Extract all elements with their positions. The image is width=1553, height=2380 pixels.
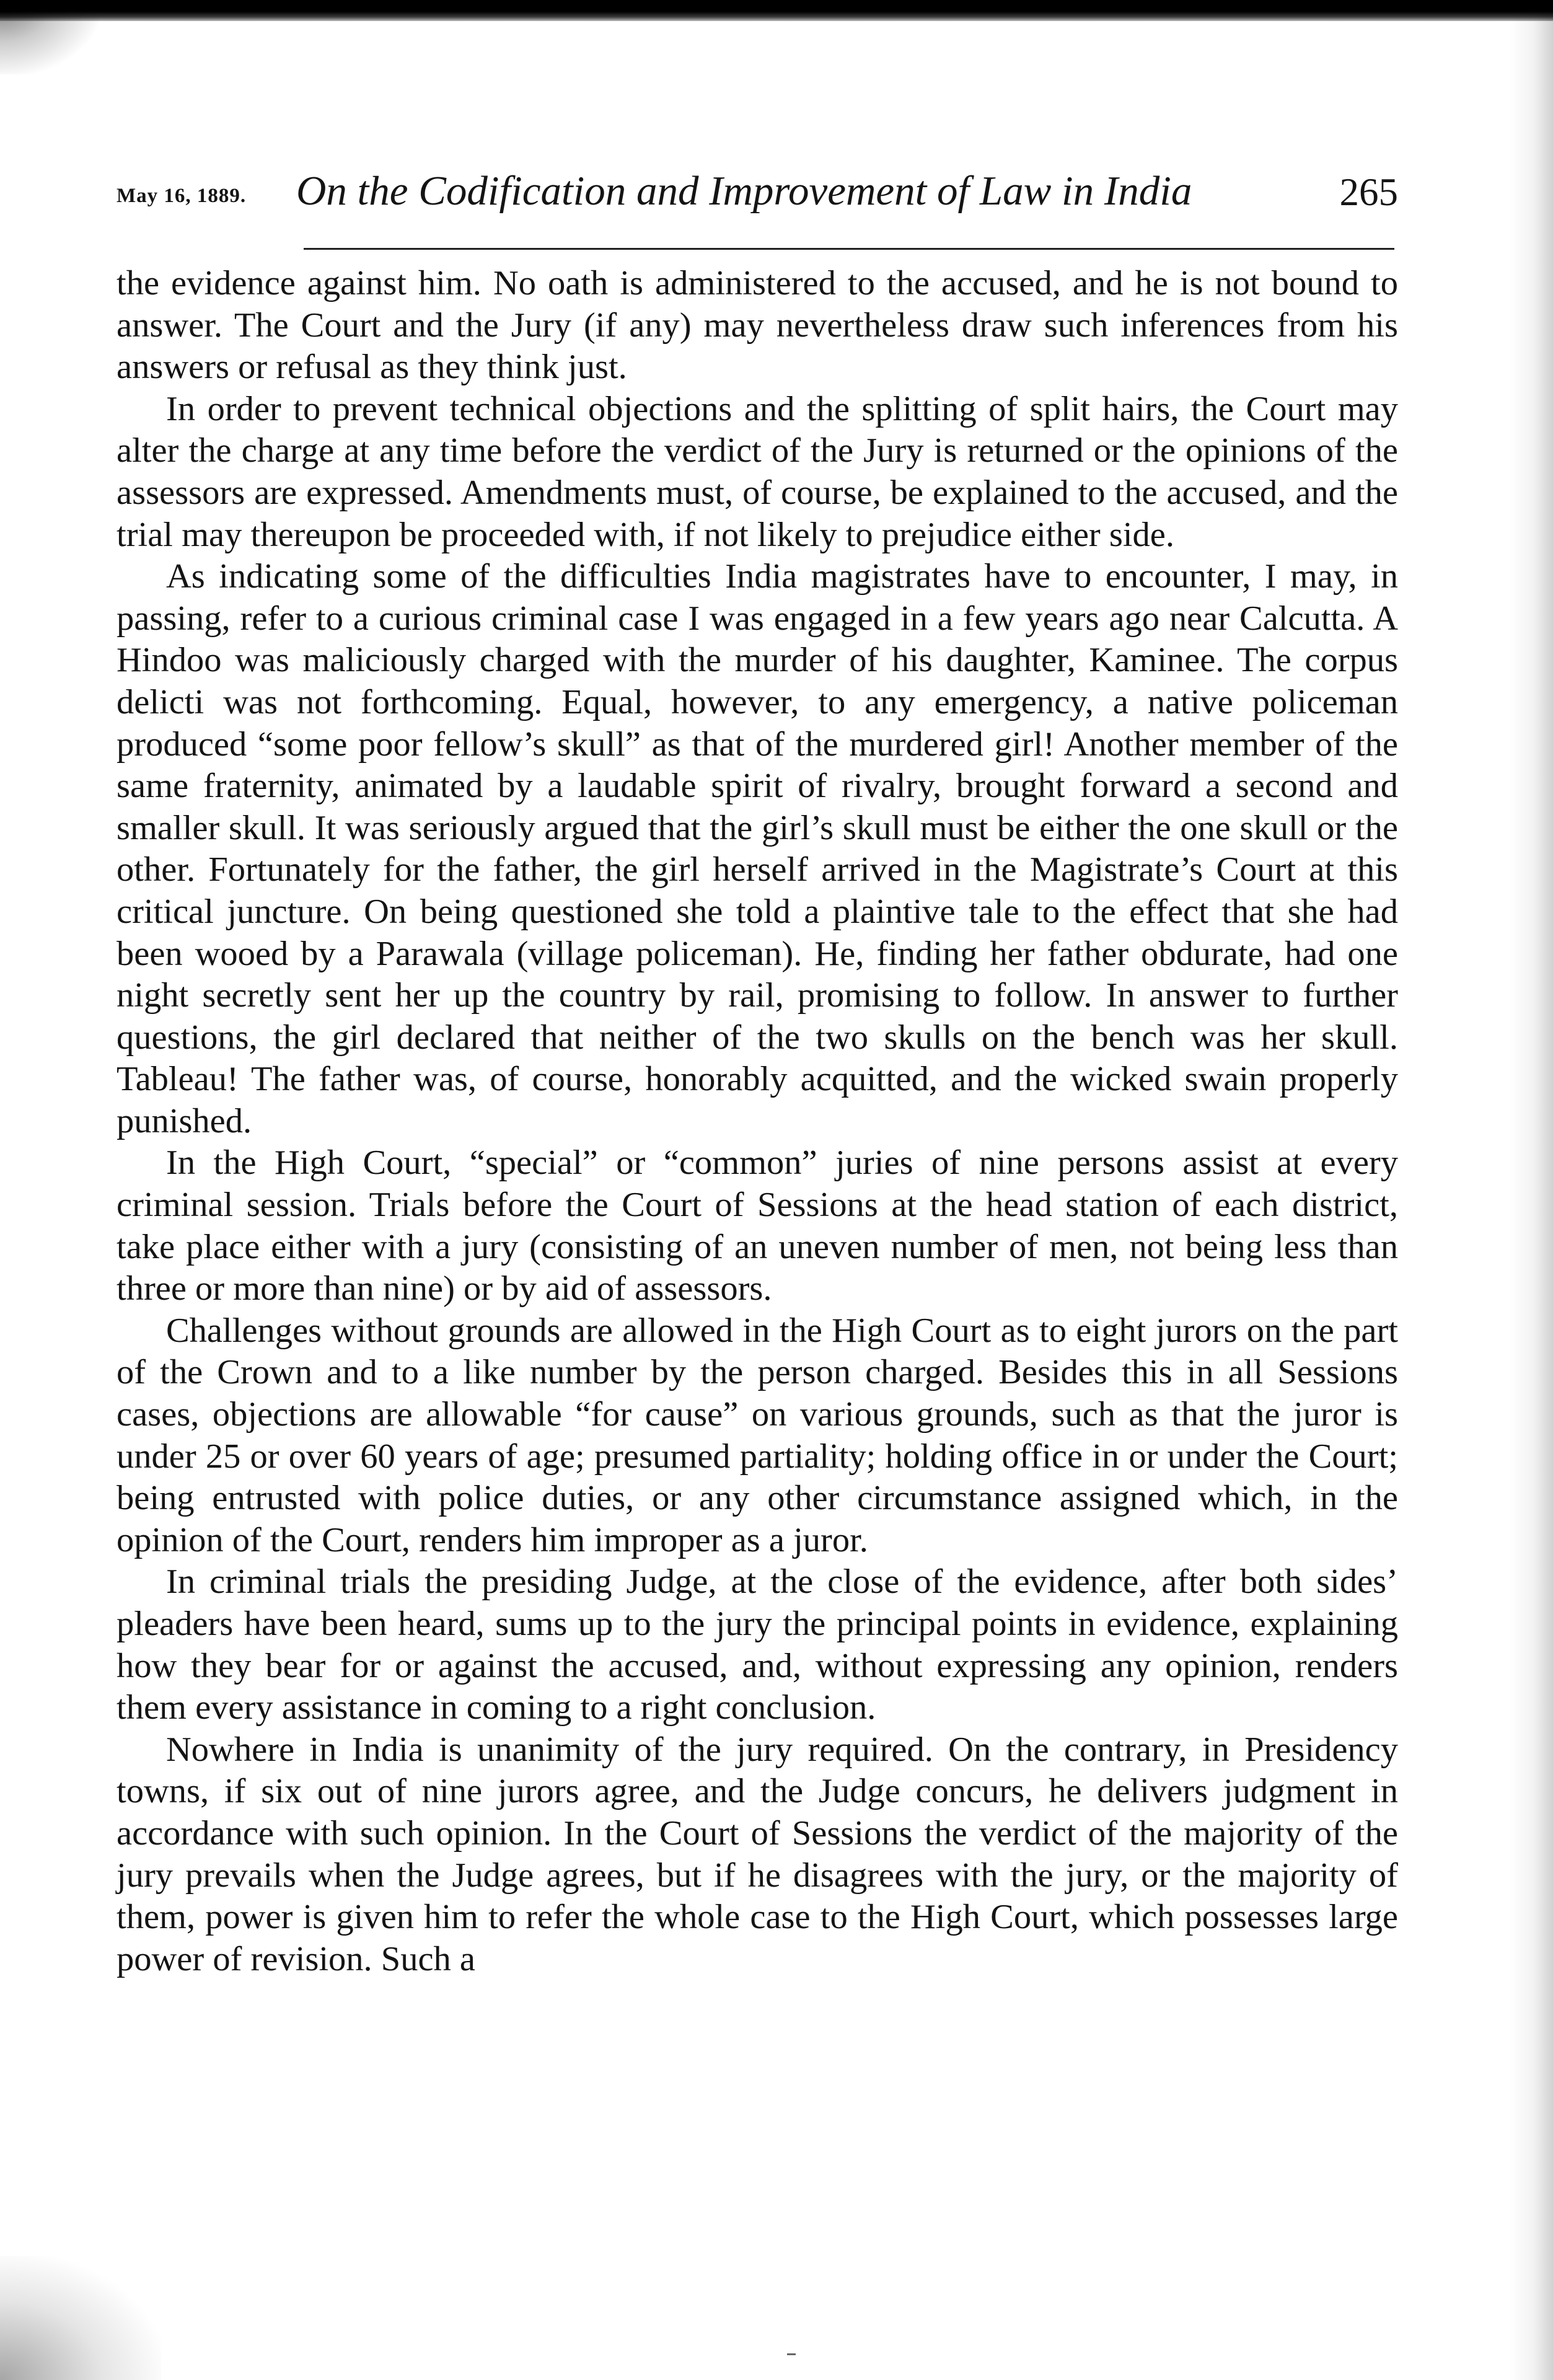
paragraph-7: Nowhere in India is unanimity of the jury required. On the contrary, in Presidency towns, if six out of nine jurors agree, and the Judge concurs, he delivers judgment in accordance with such opinion. In the Court of Sessions the verdict of the majority of the jury prevails when the Judge agrees, but if he disagrees with the jury, or the majority of them, power is given him to refer the whole case to the High Court, which possesses large power of revision. Such a [117, 1730, 1398, 1978]
scan-shadow-right [1510, 0, 1553, 2380]
bottom-mark [787, 2353, 796, 2355]
scan-border-top [0, 0, 1553, 21]
page-number: 265 [1339, 170, 1398, 214]
header-title: On the Codification and Improvement of Law in India [296, 168, 1192, 214]
paragraph-3: As indicating some of the difficulties India magistrates have to encounter, I may, in passing, refer to a curious criminal case I was engaged in a few years ago near Calcutta. A Hindoo was maliciously charged with the murder of his daughter, Kaminee. The corpus delicti was not forthcoming. Equal, however, to any emergency, a native policeman produced “some poor fellow’s skull” as that of the murdered girl! Another member of the same fraternity, animated by a laudable spirit of rivalry, brought forward a second and smaller skull. It was seriously argued that the girl’s skull must be either the one skull or the other. Fortunately for the father, the girl herself arrived in the Magistrate’s Court at this critical juncture. On being questioned she told a plaintive tale to the effect that she had been wooed by a Parawala (village policeman). He, finding her father obdurate, had one night secretly sent her up the country by rail, promising to follow. In answer to further questions, the girl declared that neither of the two skulls on the bench was her skull. Tableau! The father was, of course, honorably acquitted, and the wicked swain properly punished. [117, 557, 1398, 1140]
page-body [117, 263, 1398, 1980]
header-date: May 16, 1889. [117, 185, 247, 207]
header-rule [304, 248, 1394, 250]
running-head [117, 167, 1398, 237]
scan-shadow-bottom-left [0, 2256, 161, 2380]
paragraph-5: Challenges without grounds are allowed in the High Court as to eight jurors on the part of the Crown and to a like number by the person charged. Besides this in all Sessions cases, objections are allowable “for cause” on various grounds, such as that the juror is under 25 or over 60 years of age; presumed partiality; holding office in or under the Court; being entrusted with police duties, or any other circumstance assigned which, in the opinion of the Court, renders him improper as a juror. [117, 1311, 1398, 1559]
paragraph-4: In the High Court, “special” or “common” juries of nine persons assist at every criminal session. Trials before the Court of Sessions at the head station of each district, take place either with a jury (consisting of an uneven number of men, not being less than three or more than nine) or by aid of assessors. [117, 1144, 1398, 1308]
paragraph-6: In criminal trials the presiding Judge, at the close of the evidence, after both sides’ pleaders have been heard, sums up to the jury the principal points in evidence, explaining how they bear for or against the accused, and, without expressing any opinion, renders them every assistance in coming to a right conclusion. [117, 1562, 1398, 1727]
paragraph-1: the evidence against him. No oath is administered to the accused, and he is not bound to answer. The Court and the Jury (if any) may nevertheless draw such inferences from his answers or refusal as they think just. [117, 264, 1398, 387]
scan-shadow-top-left [0, 0, 99, 74]
paragraph-2: In order to prevent technical objections and the splitting of split hairs, the Court may alter the charge at any time before the verdict of the Jury is returned or the opinions of the assessors are expressed. Amendments must, of course, be explained to the accused, and the trial may thereupon be proceeded with, if not likely to prejudice either side. [117, 389, 1398, 554]
